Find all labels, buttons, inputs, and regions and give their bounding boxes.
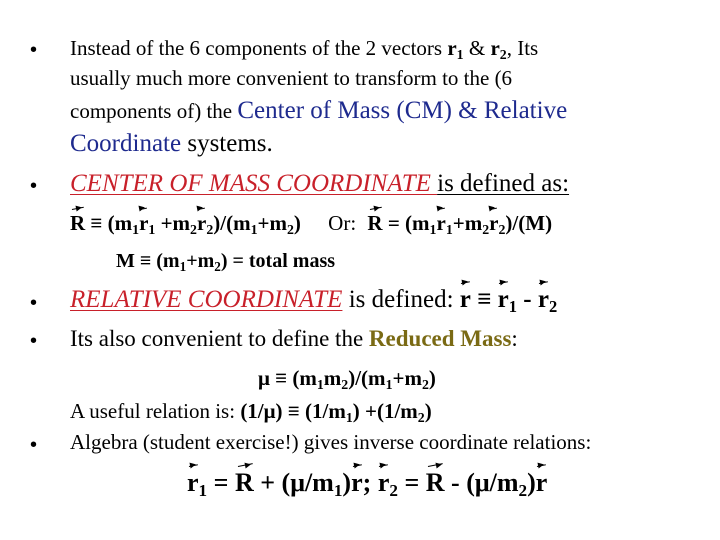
bullet-3-text: RELATIVE COORDINATE is defined: $r \equiv r_1 - r_2$ — [70, 286, 558, 316]
cm-equation: $R \equiv (m_1r_1 +m_2r_2)/(m_1+m_2)$ Or: $R = (m_1r_1+m_2r_2)/(M)$ — [70, 211, 553, 238]
bullet-1-line-4: Coordinate systems. — [70, 130, 273, 157]
total-mass-equation: $M \equiv (m_1+m_2)$ = total mass — [116, 250, 336, 274]
bullet-1-line-2: usually much more convenient to transform to the (6 — [70, 66, 513, 90]
inverse-equations: $r_1 = R + (\mu/m_1)r$; $r_2 = R - (\mu/m_2)r$ — [187, 468, 548, 501]
relative-coordinate-term: RELATIVE COORDINATE — [70, 286, 343, 313]
bullet-5-text: Algebra (student exercise!) gives inverse coordinate relations: — [70, 430, 592, 454]
bullet-2: • — [30, 175, 38, 197]
bullet-1: • — [30, 39, 38, 61]
bullet-3: • — [30, 292, 38, 314]
cm-relative-highlight: Center of Mass (CM) & Relative — [237, 97, 568, 124]
cm-coordinate-term: CENTER OF MASS COORDINATE — [70, 170, 438, 197]
bullet-2-text: CENTER OF MASS COORDINATE is defined as: — [70, 170, 570, 197]
reduced-mass-equation: $\mu \equiv (m_1m_2)/(m_1+m_2)$ — [258, 366, 436, 393]
bullet-4: • — [30, 330, 38, 352]
bullet-1-line-3: components of) the Center of Mass (CM) & Relative — [70, 97, 568, 124]
reduced-mass-term: Reduced Mass — [368, 326, 512, 351]
bullet-5: • — [30, 434, 38, 456]
useful-relation: A useful relation is: $(1/\mu) \equiv (1/m_1) +(1/m_2)$ — [70, 399, 432, 426]
bullet-4-text: Its also convenient to define the Reduced Mass: — [70, 326, 518, 351]
bullet-1-line-1: Instead of the 6 components of the 2 vectors $r_1$ & $r_2$, Its — [70, 36, 539, 63]
